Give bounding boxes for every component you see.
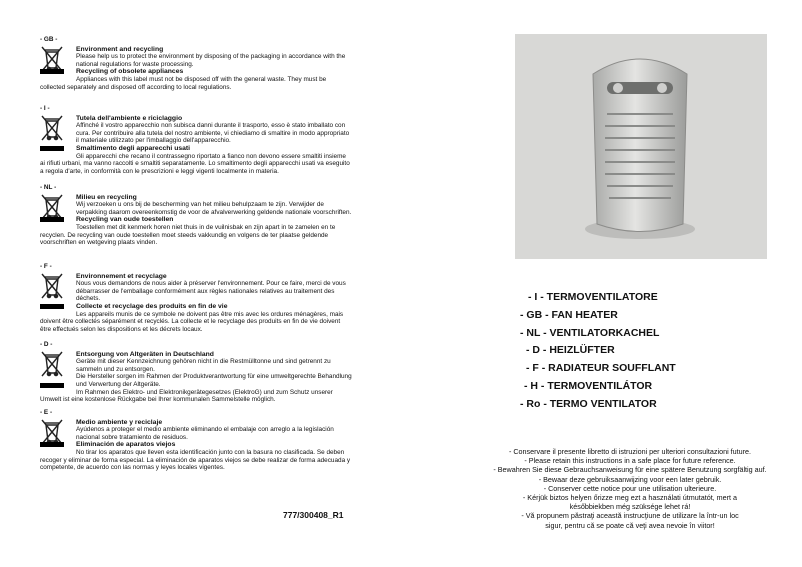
crossed-bin-icon: [40, 272, 64, 300]
section-text-block: [40, 373, 352, 388]
product-title: - Ro - TERMO VENTILATOR: [520, 397, 657, 410]
section-heading-block: [40, 441, 352, 449]
recycling-section: [40, 263, 352, 333]
language-label: - NL -: [40, 184, 57, 191]
document-code: 777/300408_R1: [283, 510, 344, 520]
section-heading-block: [40, 68, 352, 76]
section-heading: Collecte et recyclage des produits en fin de vie: [76, 302, 228, 310]
black-bar-icon: [40, 304, 64, 309]
section-heading: Smaltimento degli apparecchi usati: [76, 144, 191, 152]
note-line: - Bewahren Sie diese Gebrauchsanweisung für eine spätere Benutzung sorgfältig auf.: [493, 465, 767, 475]
section-heading-block: [40, 303, 352, 311]
section-text: Affinché il vostro apparecchio non subisca danni durante il trasporto, esso è stato imballato con cura. Per contribuire alla tutela del nostro ambiente, vi chiediamo di smaltire in modo appropriato il materiale utilizzato per l'imballaggio dell'apparecchio.: [76, 122, 350, 145]
section-text: Appliances with this label must not be disposed off with the general waste. They must be collected separately and disposed off according to local regulations.: [40, 75, 327, 91]
recycling-section: [40, 409, 352, 472]
recycling-section: [40, 105, 352, 175]
note-line: - Vă propunem păstraţi această instrucţiune de utilizare la într-un loc sigur, pentru că se poate că veţi avea nevoie în viitor!: [521, 511, 739, 530]
product-title: - F - RADIATEUR SOUFFLANT: [526, 362, 676, 375]
black-bar-icon: [40, 217, 64, 222]
black-bar-icon: [40, 442, 64, 447]
section-text: No tirar los aparatos que lleven esta identificación junto con la basura no clasificada. Se deben recoger y eliminar de forma especial. La eliminación de aparatos viejos se debe realizar de forma adecuada y competente, de acuerdo con las normas y leyes locales vigentes.: [40, 448, 351, 472]
section-text: Toestellen met dit kenmerk horen niet thuis in de vuilnisbak en zijn apart in te zamelen en te recyclen. De recycling van oude toestellen moet steeds vakkundig en volgens de ter plaatse geldende voorschriften en wetgeving plaats vinden.: [40, 223, 336, 247]
language-label: - GB -: [40, 36, 58, 43]
section-text: Nous vous demandons de nous aider à préserver l'environnement. Pour ce faire, merci de vous débarrasser de l'emballage conformément aux règles nationales relatives au traitement des déchets.: [76, 280, 346, 303]
section-heading: Milieu en recycling: [76, 193, 137, 201]
section-heading: Environnement et recyclage: [76, 272, 167, 280]
section-heading: Environment and recycling: [76, 45, 164, 53]
note-line: - Kérjük biztos helyen őrizze meg ezt a használati útmutatót, mert a későbbiekben még szüksége lehet rá!: [522, 493, 738, 512]
section-text: Les appareils munis de ce symbole ne doivent pas être mis avec les ordures ménagères, mais doivent être collectés séparément et recyclés. La collecte et le recyclage des produits en fin de vie doivent être effectués selon les dispositions et les décrets locaux.: [40, 310, 344, 333]
section-heading-block: [40, 145, 352, 153]
section-heading: Recycling van oude toestellen: [76, 216, 174, 224]
section-heading: Medio ambiente y reciclaje: [76, 418, 163, 426]
note-line: - Conserver cette notice pour une utilisation ulterieure.: [543, 483, 717, 493]
note-line: - Conservare il presente libretto di istruzioni per ulteriori consultazioni future.: [508, 447, 752, 456]
section-text: Please help us to protect the environment by disposing of the packaging in accordance with the national regulations for waste processing.: [76, 53, 346, 68]
recycling-section: [40, 341, 352, 404]
section-heading: Recycling of obsolete appliances: [76, 68, 184, 76]
recycling-section: [40, 184, 352, 247]
fan-heater-photo: [515, 34, 767, 259]
section-text: Wij verzoeken u ons bij de bescherming van het milieu behulpzaam te zijn. Verwijder de verpakking daarom overeenkomstig de voor de afvalverwerking geldende nationale voorschriften.: [76, 201, 352, 216]
section-text: Ayúdenos a proteger el medio ambiente eliminando el embalaje con arreglo a la legislación nacional sobre tratamiento de residuos.: [76, 426, 334, 441]
product-title: - D - HEIZLÜFTER: [526, 344, 615, 357]
section-text: Die Hersteller sorgen im Rahmen der Produktverantwortung für eine umweltgerechte Behandlung und Verwertung der Altgeräte.: [76, 373, 352, 388]
product-title: - NL - VENTILATORKACHEL: [520, 326, 660, 339]
black-bar-icon: [40, 383, 64, 388]
retention-notes: [462, 447, 798, 530]
section-heading: Tutela dell'ambiente e riciclaggio: [76, 114, 183, 122]
crossed-bin-icon: [40, 114, 64, 142]
section-heading-block: [40, 216, 352, 224]
product-title: - GB - FAN HEATER: [520, 308, 618, 321]
language-label: - I -: [40, 105, 50, 112]
note-line: - Please retain this instructions in a safe place for future reference.: [524, 456, 736, 466]
note-line: - Bewaar deze gebruiksaanwijzing voor een later gebruik.: [538, 474, 722, 484]
product-title: - I - TERMOVENTILATORE: [528, 291, 658, 303]
recycling-section: [40, 36, 352, 91]
product-title: - H - TERMOVENTILÁTOR: [524, 379, 653, 392]
language-label: - F -: [40, 263, 52, 270]
section-text: Gli apparecchi che recano il contrassegno riportato a fianco non devono essere smaltiti insieme ai rifiuti urbani, ma vanno raccolti e smaltiti separatamente. Lo smaltimento degli apparecchi usati va eseguito a regola d'arte, in conformità con le prescrizioni e leggi vigenti localmente in materia.: [40, 152, 350, 175]
section-text: Geräte mit dieser Kennzeichnung gehören nicht in die Restmülltonne und sind getrennt zu sammeln und zu entsorgen.: [76, 358, 331, 373]
language-label: - D -: [40, 341, 53, 348]
black-bar-icon: [40, 146, 64, 151]
section-heading: Eliminación de aparatos viejos: [76, 441, 176, 449]
section-heading: Entsorgung von Altgeräten in Deutschland: [76, 350, 214, 358]
black-bar-icon: [40, 69, 64, 74]
language-label: - E -: [40, 409, 53, 416]
section-text: Im Rahmen des Elektro- und Elektronikgerätegesetzes (ElektroG) und zum Schutz unserer Umwelt ist eine kostenlose Rückgabe bei Ihrer kommunalen Sammelstelle möglich.: [40, 388, 333, 404]
product-titles: [520, 289, 676, 414]
